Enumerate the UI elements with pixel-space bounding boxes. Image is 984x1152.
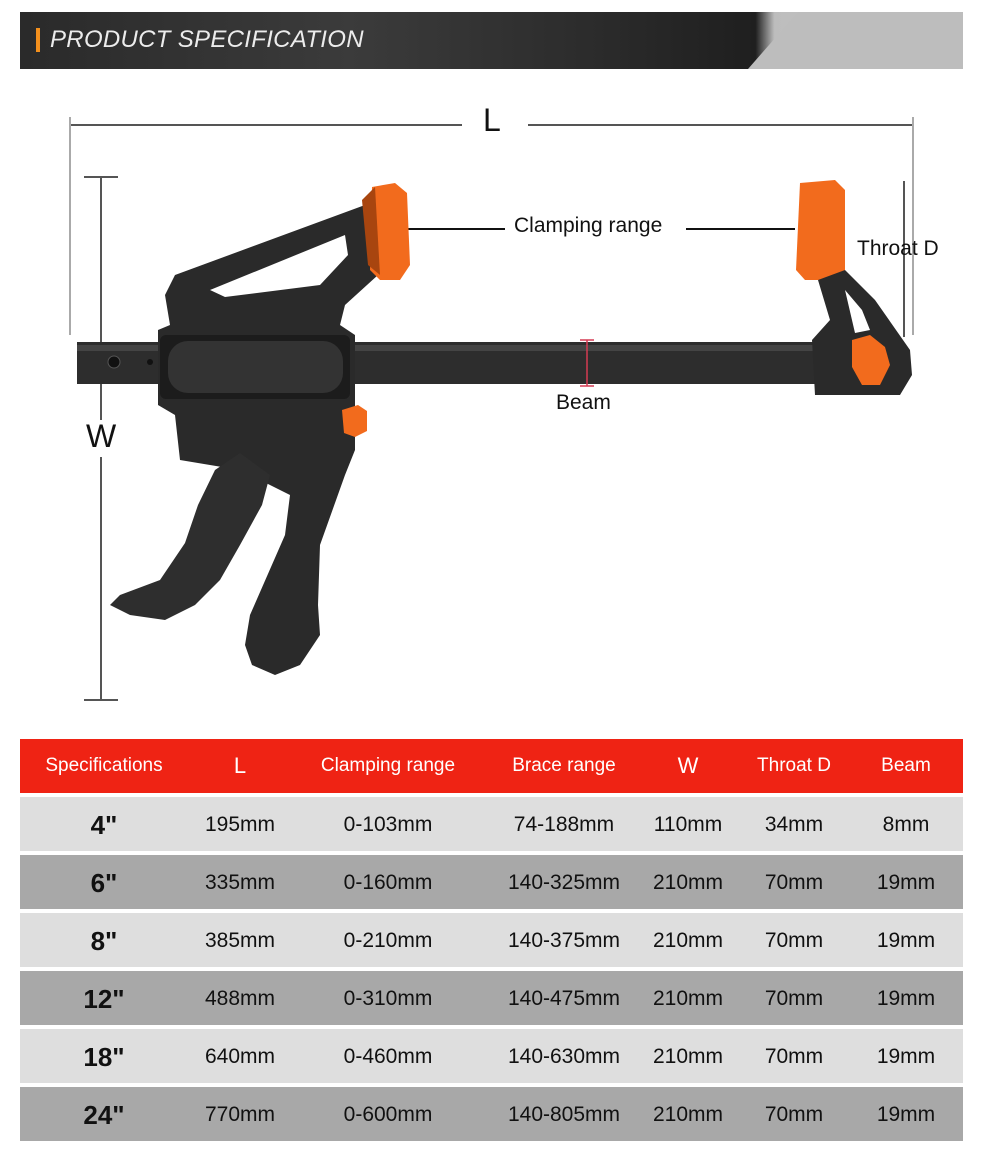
spec-clamping-range: 0-210mm — [343, 929, 433, 952]
spec-throat-d: 70mm — [764, 871, 824, 894]
length-label: L — [483, 102, 501, 138]
table-header — [20, 739, 963, 793]
spec-w: 210mm — [652, 871, 724, 894]
banner-grey-accent — [748, 12, 963, 69]
header-brace-range: Brace range — [512, 755, 616, 776]
clamp-diagram — [0, 75, 984, 715]
spec-l: 488mm — [204, 987, 276, 1010]
spec-l: 770mm — [204, 1103, 276, 1126]
spec-brace-range: 140-805mm — [507, 1103, 621, 1126]
spec-beam: 19mm — [876, 871, 936, 894]
spec-throat-d: 70mm — [764, 929, 824, 952]
spec-w: 210mm — [652, 1103, 724, 1126]
banner-accent-bar — [36, 28, 40, 52]
spec-throat-d: 70mm — [764, 1045, 824, 1068]
spec-w: 210mm — [652, 1045, 724, 1068]
table-row — [20, 1087, 963, 1141]
header-w: W — [677, 753, 699, 778]
header-clamping-range: Clamping range — [320, 755, 456, 776]
spec-w: 210mm — [652, 929, 724, 952]
spec-size: 12" — [83, 984, 125, 1014]
spec-l: 640mm — [204, 1045, 276, 1068]
table-row — [20, 1029, 963, 1083]
spec-beam: 19mm — [876, 929, 936, 952]
header-l: L — [233, 753, 247, 778]
spec-throat-d: 70mm — [764, 987, 824, 1010]
spec-size: 8" — [90, 926, 118, 956]
header-throat-d: Throat D — [757, 755, 831, 776]
beam-label: Beam — [556, 391, 611, 414]
spec-brace-range: 140-475mm — [507, 987, 621, 1010]
spec-l: 385mm — [204, 929, 276, 952]
table-row — [20, 913, 963, 967]
table-row — [20, 797, 963, 851]
width-label: W — [86, 418, 117, 454]
spec-brace-range: 140-630mm — [507, 1045, 621, 1068]
page-title: PRODUCT SPECIFICATION — [50, 26, 364, 53]
spec-brace-range: 140-325mm — [507, 871, 621, 894]
header-beam: Beam — [881, 755, 931, 776]
spec-throat-d: 34mm — [764, 813, 824, 836]
spec-clamping-range: 0-310mm — [343, 987, 433, 1010]
spec-w: 210mm — [652, 987, 724, 1010]
spec-size: 4" — [90, 810, 118, 840]
spec-table — [20, 739, 963, 1141]
clamping-range-label: Clamping range — [514, 214, 663, 237]
title-banner — [20, 12, 963, 69]
spec-brace-range: 140-375mm — [507, 929, 621, 952]
spec-beam: 19mm — [876, 1103, 936, 1126]
spec-l: 335mm — [204, 871, 276, 894]
spec-clamping-range: 0-600mm — [343, 1103, 433, 1126]
spec-clamping-range: 0-460mm — [343, 1045, 433, 1068]
spec-size: 18" — [83, 1042, 125, 1072]
spec-clamping-range: 0-160mm — [343, 871, 433, 894]
spec-l: 195mm — [204, 813, 276, 836]
clamp-illustration — [0, 75, 984, 715]
left-clamp-pad — [362, 183, 410, 280]
spec-beam: 8mm — [882, 813, 930, 836]
spec-beam: 19mm — [876, 987, 936, 1010]
spec-beam: 19mm — [876, 1045, 936, 1068]
clamp-trigger — [110, 453, 270, 620]
spec-clamping-range: 0-103mm — [343, 813, 433, 836]
header-specifications: Specifications — [45, 755, 163, 776]
spec-size: 6" — [90, 868, 118, 898]
spec-throat-d: 70mm — [764, 1103, 824, 1126]
table-row — [20, 855, 963, 909]
spec-brace-range: 74-188mm — [513, 813, 615, 836]
release-lever — [342, 405, 367, 437]
table-row — [20, 971, 963, 1025]
spec-size: 24" — [83, 1100, 125, 1130]
throat-label: Throat D — [857, 237, 939, 260]
spec-w: 110mm — [653, 813, 723, 836]
